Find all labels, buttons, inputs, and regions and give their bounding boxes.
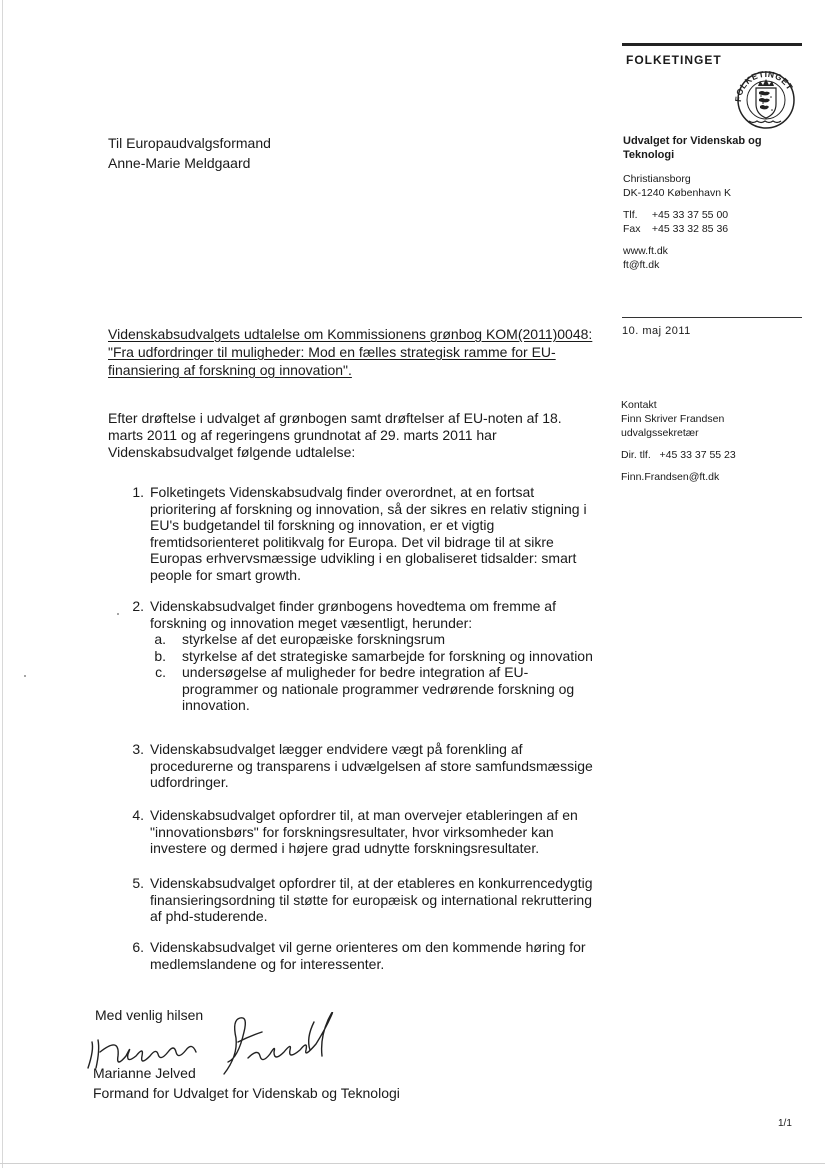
subject-line: Videnskabsudvalgets udtalelse om Kommissionens grønbog KOM(2011)0048: "Fra udfordringer til muligheder: Mod en fælles strategisk ramme for EU-finansiering af forskning og innovation". <box>108 326 593 378</box>
item-text: Videnskabsudvalget lægger endvidere vægt på forenkling af procedurerne og transparens i udvælgelsen af store samfundsmæssige udfordringer. <box>150 741 593 790</box>
fax-label: Fax <box>623 223 641 235</box>
scan-speck <box>24 675 26 677</box>
sub-item-text: styrkelse af det strategiske samarbejde for forskning og innovation <box>182 647 593 664</box>
phone-number: +45 33 37 55 00 <box>651 209 729 221</box>
svg-text:FOLKETINGET: FOLKETINGET <box>732 68 796 103</box>
sub-item-text: undersøgelse af muligheder for bedre integration af EU-programmer og nationale programmer vedrørende forskning og innovation. <box>182 664 575 713</box>
sub-item <box>150 631 595 648</box>
sub-item-letter: a. <box>154 631 166 647</box>
contact-label: Kontakt <box>621 399 657 411</box>
email-link[interactable]: ft@ft.dk <box>623 259 660 271</box>
item-text: Videnskabsudvalget finder grønbogens hovedtema om fremme af forskning og innovation meget væsentligt, herunder: <box>150 598 556 631</box>
sub-item-text: styrkelse af det europæiske forskningsrum <box>182 631 445 647</box>
signer-name: Marianne Jelved <box>93 1065 196 1081</box>
web-block <box>623 244 813 272</box>
website-link[interactable]: www.ft.dk <box>623 245 668 257</box>
sub-item <box>150 648 595 665</box>
contact-phone: +45 33 37 55 23 <box>659 449 736 461</box>
phone-block <box>623 208 813 236</box>
signer-title: Formand for Udvalget for Videnskab og Teknologi <box>93 1085 400 1101</box>
fax-line <box>623 222 813 236</box>
contact-phone-label: Dir. tlf. <box>621 449 651 461</box>
org-name: FOLKETINGET <box>626 53 722 67</box>
closing: Med venlig hilsen <box>95 1007 204 1023</box>
page-edge <box>0 1163 825 1164</box>
item-number: 2. <box>132 598 144 614</box>
contact-title: udvalgssekretær <box>621 427 699 439</box>
sub-item <box>150 664 595 714</box>
signer-block <box>93 1063 400 1103</box>
item-text: Videnskabsudvalget opfordrer til, at der etableres en konkurrencedygtig finansieringsordning til støtte for europæisk og international rekruttering af phd-studerende. <box>150 875 593 924</box>
committee-name: Udvalget for Videnskab og Teknologi <box>623 135 762 161</box>
letterhead-rule <box>622 43 802 46</box>
sub-item-letter: c. <box>155 664 166 680</box>
page-number: 1/1 <box>778 1118 792 1129</box>
phone-label: Tlf. <box>623 209 638 221</box>
item-number: 4. <box>132 807 144 823</box>
sender-block <box>623 134 813 272</box>
recipient-line: Anne-Marie Meldgaard <box>108 155 251 171</box>
folketinget-seal-icon <box>731 66 801 130</box>
contact-email[interactable]: Finn.Frandsen@ft.dk <box>621 471 720 483</box>
item-number: 1. <box>132 484 144 500</box>
sub-item-letter: b. <box>154 647 166 664</box>
address-line: DK-1240 København K <box>623 187 731 199</box>
recipient <box>108 133 271 173</box>
fax-number: +45 33 32 85 36 <box>651 223 729 235</box>
phone-line <box>623 208 813 222</box>
address <box>623 172 813 200</box>
item-text: Videnskabsudvalget vil gerne orienteres om den kommende høring for medlemslandene og for interessenter. <box>150 939 586 972</box>
contact-block <box>621 398 811 484</box>
item-body <box>150 598 595 714</box>
item-number: 3. <box>132 741 144 757</box>
item-text: Videnskabsudvalget opfordrer til, at man overvejer etableringen af en "innovationsbørs" for forskningsresultater, hvor virksomheder kan investere og dermed i højere grad udnytte forskningsresultater. <box>150 807 578 856</box>
recipient-line: Til Europaudvalgsformand <box>108 135 271 151</box>
page-edge <box>2 0 3 1168</box>
address-line: Christiansborg <box>623 173 691 185</box>
item-number: 6. <box>132 939 144 955</box>
contact-name: Finn Skriver Frandsen <box>621 413 725 425</box>
letter-date: 10. maj 2011 <box>622 325 691 337</box>
contact-phone-line <box>621 448 811 462</box>
item-text: Folketingets Videnskabsudvalg finder overordnet, at en fortsat prioritering af forskning og innovation, så der sikres en relativ stigning i EU's budgetandel til forskning og innovation, er et vigtig fremtidsorienteret politikvalg for Europa. Det vil bidrage til at sikre Europas erhvervsmæssige udvikling i en globaliseret tidsalder: smart people for smart growth. <box>150 484 587 583</box>
scan-speck <box>117 613 119 615</box>
item-number: 5. <box>132 875 144 891</box>
intro-paragraph: Efter drøftelse i udvalget af grønbogen samt drøftelser af EU-noten af 18. marts 2011 og af regeringens grundnotat af 29. marts 2011 har Videnskabsudvalget følgende udtalelse: <box>108 410 562 460</box>
date-rule <box>622 317 802 318</box>
